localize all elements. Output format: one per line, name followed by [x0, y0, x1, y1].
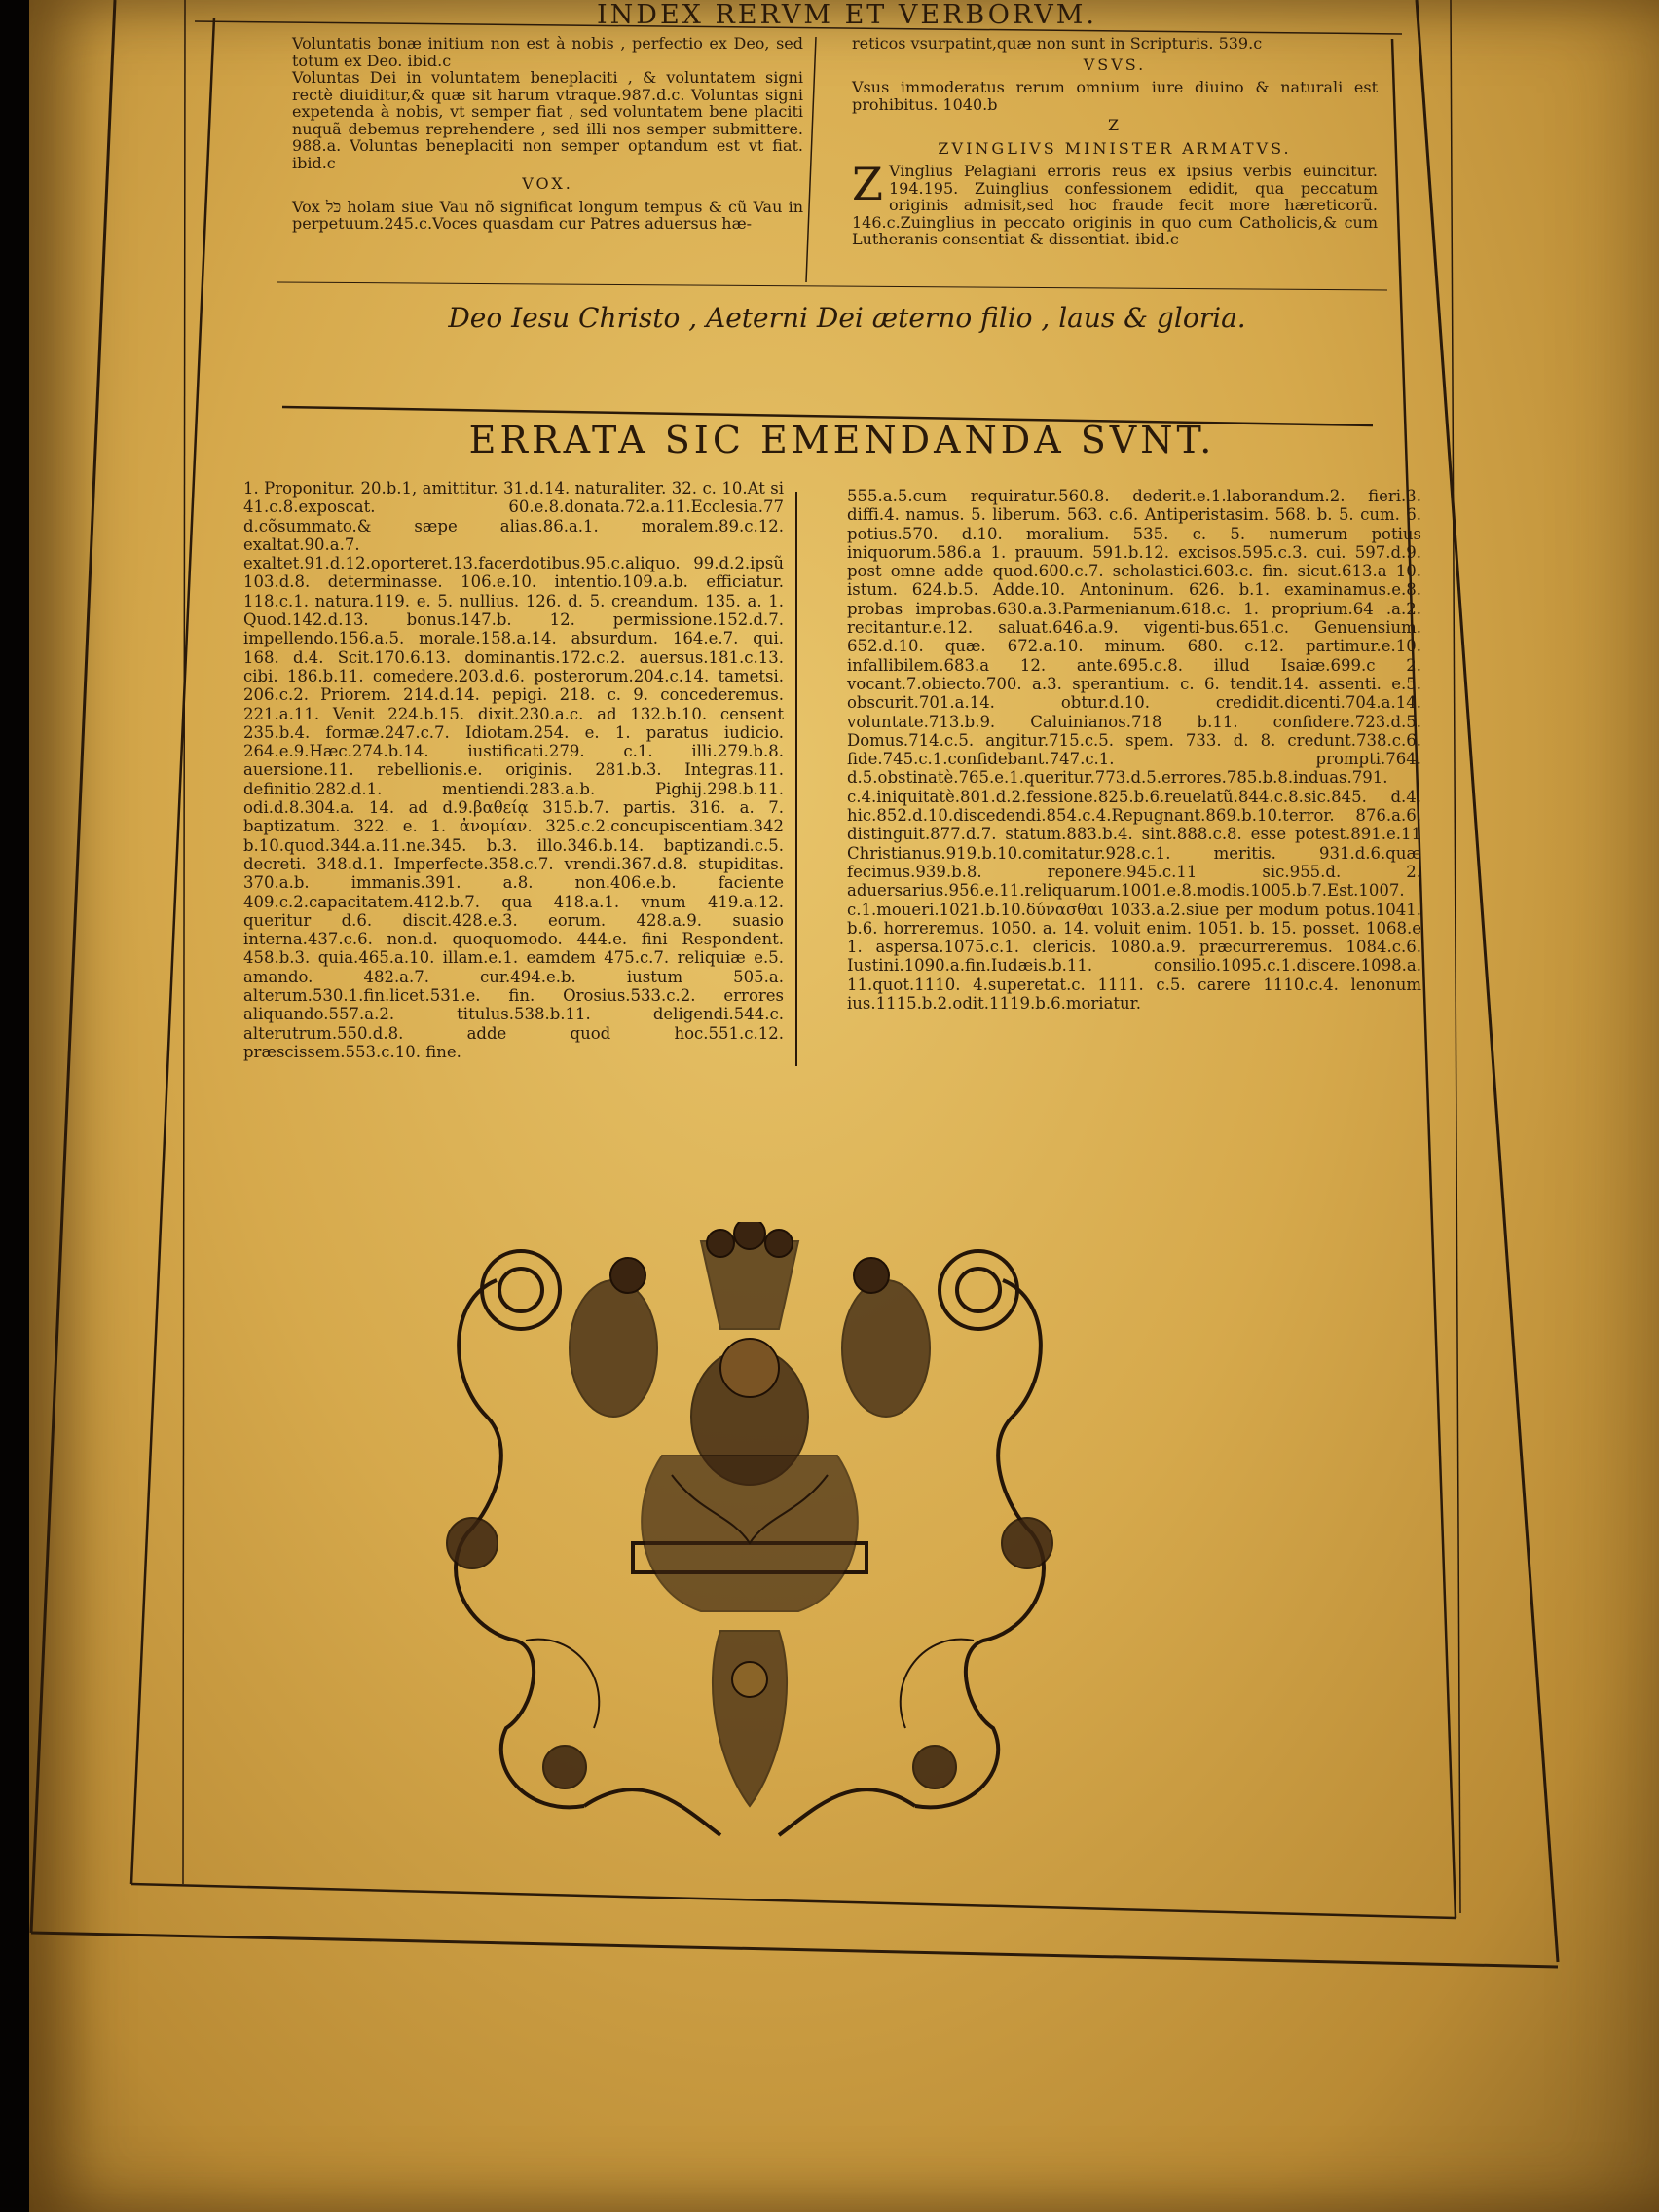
index-entry: Voluntas Dei in voluntatem beneplaciti , & voluntatem signi rectè diuiditur,& quæ sit harum vtraque.987.d.c. Voluntas signi expetenda à nobis, vt semper fiat , sed voluntatem bene placiti nuquã debemus reprehendere , sed illi nos semper submittere. 988.a. Voluntas beneplaciti non semper optandum est vt fiat. ibid.c — [292, 68, 803, 172]
index-section-heading: VSVS. — [1083, 55, 1147, 74]
grotesque-ornament-icon — [428, 1222, 1071, 1845]
errata-title: ERRATA SIC EMENDANDA SVNT. — [468, 419, 1216, 461]
index-section-heading: ZVINGLIVS MINISTER ARMATVS. — [938, 138, 1292, 158]
index-section-heading: VOX. — [522, 174, 573, 193]
errata-column-right: 555.a.5.cum requiratur.560.8. dederit.e.1.laborandum.2. fieri.3. diffi.4. namus. 5. liberum. 563. c.6. Antiperistasim. 568. b. 5. cum. 6. potius.570. d.10. moralium. 535. c. 5. numerum potius iniquorum.586.a 1. prauum. 591.b.12. excisos.595.c.3. cui. 597.d.9. post omne adde quod.600.c.7. scholastici.603.c. fin. sicut.613.a 10. istum. 624.b.5. Adde.10. Antoninum. 626. b.1. examinamus.e.8. probas improbas.630.a.3.Parmenianum.618.c. 1. proprium.64 .a.2. recitantur.e.12. saluat.646.a.9. vigenti-bus.651.c. Genuensium. 652.d.10. quæ. 672.a.10. minum. 680. c.12. partimur.e.10. infallibilem.683.a 12. ante.695.c.8. illud Isaiæ.699.c 2. vocant.7.obiecto.700. a.3. sperantium. c. 6. tendit.14. assenti. e.5. obscurit.701.a.14. obtur.d.10. credidit.dicenti.704.a.14. voluntate.713.b.9. Caluinianos.718 b.11. confidere.723.d.5. Domus.714.c.5. angitur.715.c.5. spem. 733. d. 8. credunt.738.c.6. fide.745.c.1.confidebant.747.c.1. prompti.764. d.5.obstinatè.765.e.1.queritur.773.d.5.errores.785.b.8.induas.791. c.4.iniquitatè.801.d.2.fessione.825.b.6.reuelatũ.844.c.8.sic.845. d.4. hic.852.d.10.discedendi.854.c.4.Repugnant.869.b.10.terror. 876.a.6. distinguit.877.d.7. statum.883.b.4. sint.888.c.8. esse potest.891.e.11 Christianus.919.b.10.comitatur.928.c.1. meritis. 931.d.6.quæ fecimus.939.b.8. reponere.945.c.11 sic.955.d. 2. aduersarius.956.e.11.reliquarum.1001.e.8.modis.1005.b.7.Est.1007. c.1.moueri.1021.b.10.δύνασθαι 1033.a.2.siue per modum potus.1041. b.6. horreremus. 1050. a. 14. voluit enim. 1051. b. 15. posset. 1068.e 1. aspersa.1075.c.1. clericis. 1080.a.9. præcurreremus. 1084.c.6. Iustini.1090.a.fin.Iudæis.b.11. consilio.1095.c.1.discere.1098.a. 11.quot.1110. 4.superetat.c. 1111. c.5. carere 1110.c.4. lenonum ius.1115.b.2.odit.1119.b.6.moriatur. — [847, 487, 1421, 1014]
index-entry — [852, 158, 1378, 248]
index-entry: Vsus immoderatus rerum omnium iure diuino & naturali est prohibitus. 1040.b — [852, 78, 1378, 114]
drop-cap: Z — [852, 158, 883, 210]
index-entry: reticos vsurpatint,quæ non sunt in Scripturis. 539.c — [852, 34, 1263, 53]
index-entry-text: Vinglius Pelagiani erroris reus ex ipsius verbis euincitur. 194.195. Zuinglius confessionem edidit, qua peccatum originis admisit,sed hoc fraude fecit more hæreticorũ. 146.c.Zuinglius in peccato originis in quo cum Catholicis,& cum Lutheranis consentiat & dissentiat. ibid.c — [852, 162, 1378, 248]
index-letter-heading: Z — [1107, 116, 1123, 134]
index-column-right — [852, 35, 1378, 248]
index-entry: Vox כֹּל holam siue Vau nõ significat longum tempus & cũ Vau in perpetuum.245.c.Voces quasdam cur Patres aduersus hæ- — [292, 197, 803, 233]
index-column-left — [292, 35, 803, 233]
dedication: Deo Iesu Christo , Aeterni Dei æterno filio , laus & gloria. — [448, 302, 1246, 334]
errata-column-left: 1. Proponitur. 20.b.1, amittitur. 31.d.14. naturaliter. 32. c. 10.At si 41.c.8.exposcat. 60.e.8.donata.72.a.11.Ecclesia.77 d.cõsummato.& sæpe alias.86.a.1. moralem.89.c.12. exaltat.90.a.7. exaltet.91.d.12.oporteret.13.facerdotibus.95.c.aliquo. 99.d.2.ipsũ 103.d.8. determinasse. 106.e.10. intentio.109.a.b. efficiatur. 118.c.1. natura.119. e. 5. nullius. 126. d. 5. creandum. 135. a. 1. Quod.142.d.13. bonus.147.b. 12. permissione.152.d.7. impellendo.156.a.5. morale.158.a.14. absurdum. 164.e.7. qui. 168. d.4. Scit.170.6.13. dominantis.172.c.2. auersus.181.c.13. cibi. 186.b.11. comedere.203.d.6. posterorum.204.c.14. tametsi. 206.c.2. Priorem. 214.d.14. pepigi. 218. c. 9. concederemus. 221.a.11. Venit 224.b.15. dixit.230.a.c. ad 132.b.10. censent 235.b.4. formæ.247.c.7. Idiotam.254. e. 1. paratus iudicio. 264.e.9.Hæc.274.b.14. iustificati.279. c.1. illi.279.b.8. auersione.11. rebellionis.e. originis. 281.b.3. Integras.11. definitio.282.d.1. mentiendi.283.a.b. Pighij.298.b.11. odi.d.8.304.a. 14. ad d.9.βαθείᾳ 315.b.7. partis. 316. a. 7. baptizatum. 322. e. 1. ἀνομίαν. 325.c.2.concupiscentiam.342 b.10.quod.344.a.11.ne.345. b.3. illo.346.b.14. baptizandi.c.5. decreti. 348.d.1. Imperfecte.358.c.7. vrendi.367.d.8. stupiditas. 370.a.b. immanis.391. a.8. non.406.e.b. faciente 409.c.2.capacitatem.412.b.7. qua 418.a.1. vnum 419.a.12. queritur d.6. discit.428.e.3. eorum. 428.a.9. suasio interna.437.c.6. non.d. quoquomodo. 444.e. fini Respondent. 458.b.3. quia.465.a.10. illam.e.1. eamdem 475.c.7. reliquiæ e.5. amando. 482.a.7. cur.494.e.b. iustum 505.a. alterum.530.1.fin.licet.531.e. fin. Orosius.533.c.2. errores aliquando.557.a.2. titulus.538.b.11. deligendi.544.c. alterutrum.550.d.8. adde quod hoc.551.c.12. præscissem.553.c.10. fine. — [243, 479, 784, 1061]
index-heading: INDEX RERVM ET VERBORVM. — [597, 0, 1097, 30]
index-entry: Voluntatis bonæ initium non est à nobis , perfectio ex Deo, sed totum ex Deo. ibid.c — [292, 34, 803, 70]
